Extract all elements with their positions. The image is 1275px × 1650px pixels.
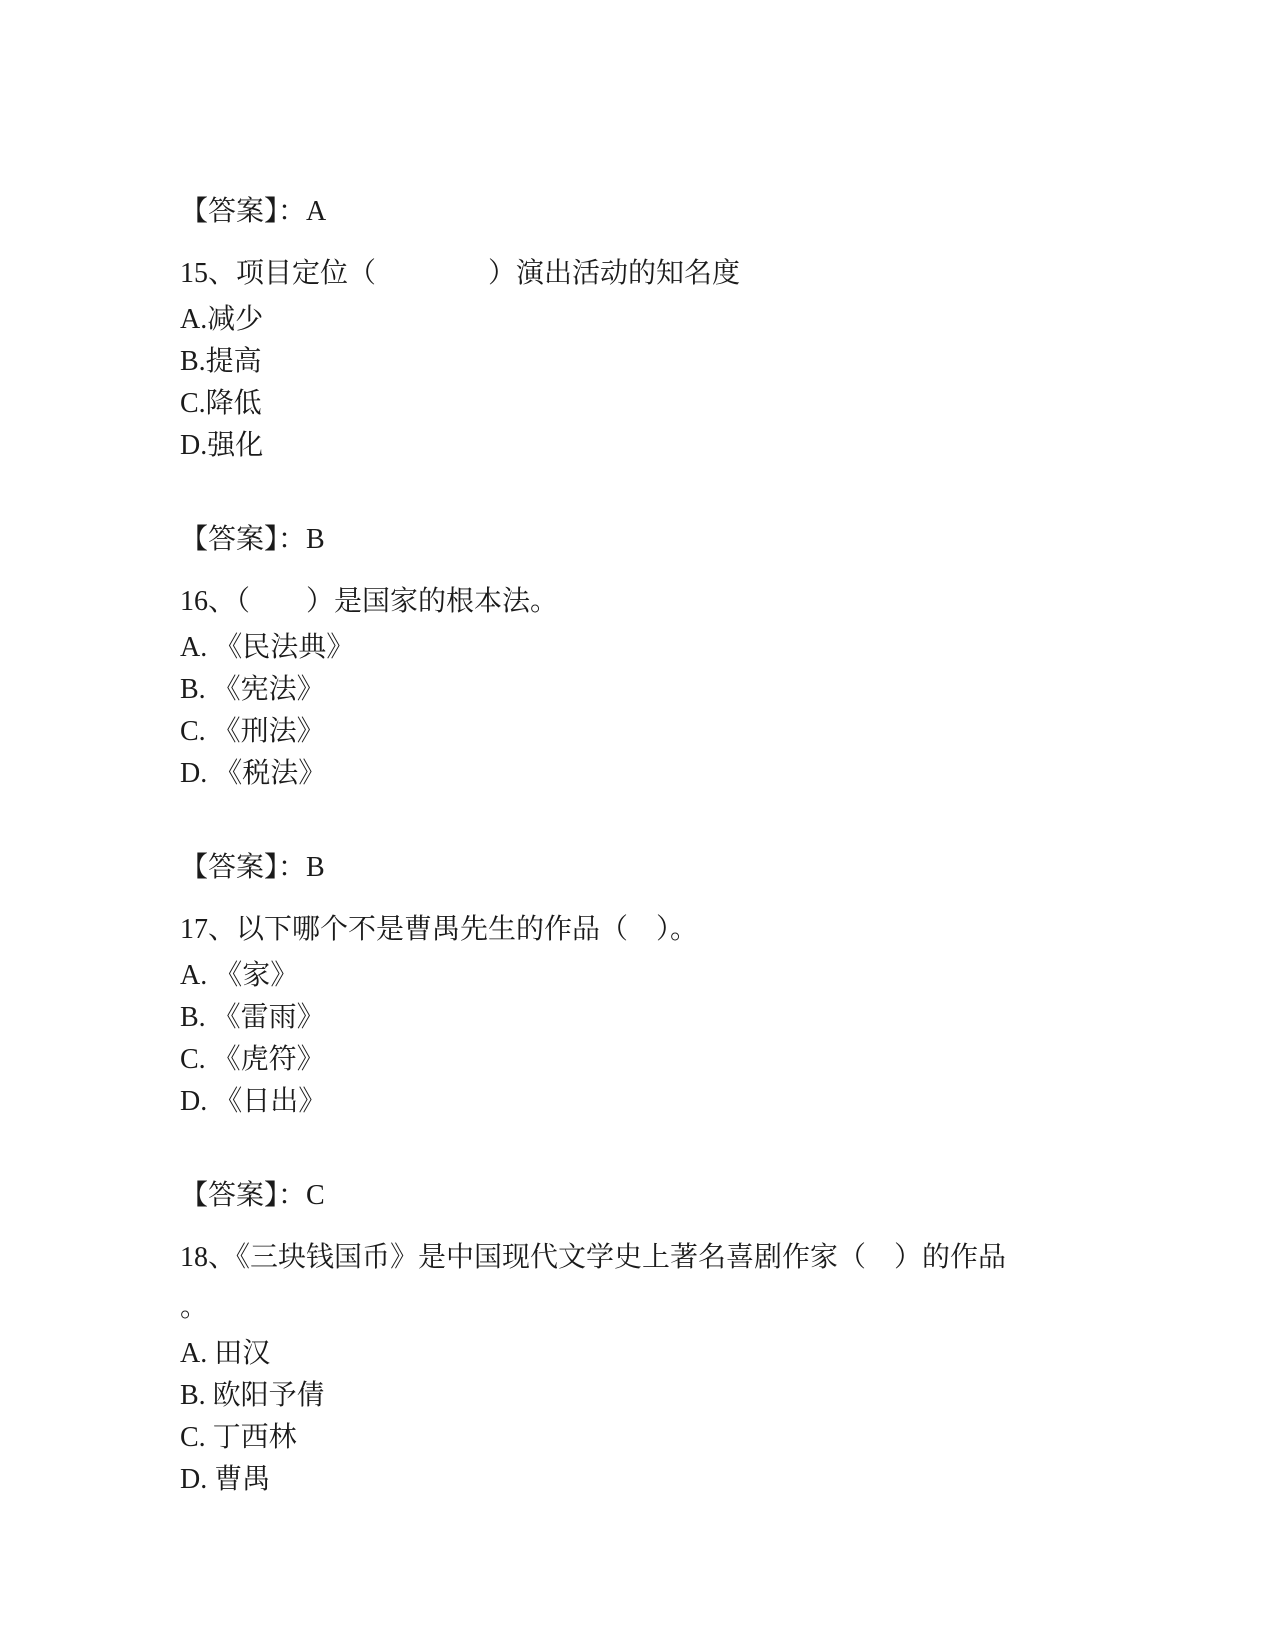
question-16-option-b: B. 《宪法》 bbox=[180, 674, 325, 705]
question-16-block bbox=[180, 577, 1080, 795]
question-16-text: 16、（ ）是国家的根本法。 bbox=[180, 586, 559, 617]
question-17-block bbox=[180, 905, 1080, 1123]
question-16-option-c: C. 《刑法》 bbox=[180, 716, 325, 747]
question-18-option-a: A. 田汉 bbox=[180, 1338, 271, 1369]
question-15-block bbox=[180, 249, 1080, 467]
question-15-option-d: D.强化 bbox=[180, 430, 264, 461]
question-15-option-c: C.降低 bbox=[180, 388, 262, 419]
question-18-text-line-1: 18、《三块钱国币》是中国现代文学史上著名喜剧作家（ ）的作品 bbox=[180, 1242, 1007, 1273]
answer-line-q15: 【答案】：B bbox=[180, 524, 325, 555]
question-15-text: 15、项目定位（ ）演出活动的知名度 bbox=[180, 258, 741, 289]
question-17-option-b: B. 《雷雨》 bbox=[180, 1002, 325, 1033]
answer-line-q14: 【答案】：A bbox=[180, 196, 327, 227]
question-18-block bbox=[180, 1233, 1080, 1501]
question-15-option-a: A.减少 bbox=[180, 304, 264, 335]
question-17-option-c: C. 《虎符》 bbox=[180, 1044, 325, 1075]
question-16-option-a: A. 《民法典》 bbox=[180, 632, 355, 663]
question-16-option-d: D. 《税法》 bbox=[180, 758, 327, 789]
question-15-option-b: B.提高 bbox=[180, 346, 262, 377]
question-18-option-c: C. 丁西林 bbox=[180, 1422, 297, 1453]
answer-line-q16: 【答案】：B bbox=[180, 852, 325, 883]
question-17-text: 17、以下哪个不是曹禺先生的作品（ ）。 bbox=[180, 914, 699, 945]
question-17-option-a: A. 《家》 bbox=[180, 960, 299, 991]
answer-line-q17: 【答案】：C bbox=[180, 1180, 325, 1211]
question-17-option-d: D. 《日出》 bbox=[180, 1086, 327, 1117]
question-18-option-d: D. 曹禺 bbox=[180, 1464, 271, 1495]
question-18-option-b: B. 欧阳予倩 bbox=[180, 1380, 325, 1411]
question-18-text-line-2: 。 bbox=[180, 1292, 209, 1323]
